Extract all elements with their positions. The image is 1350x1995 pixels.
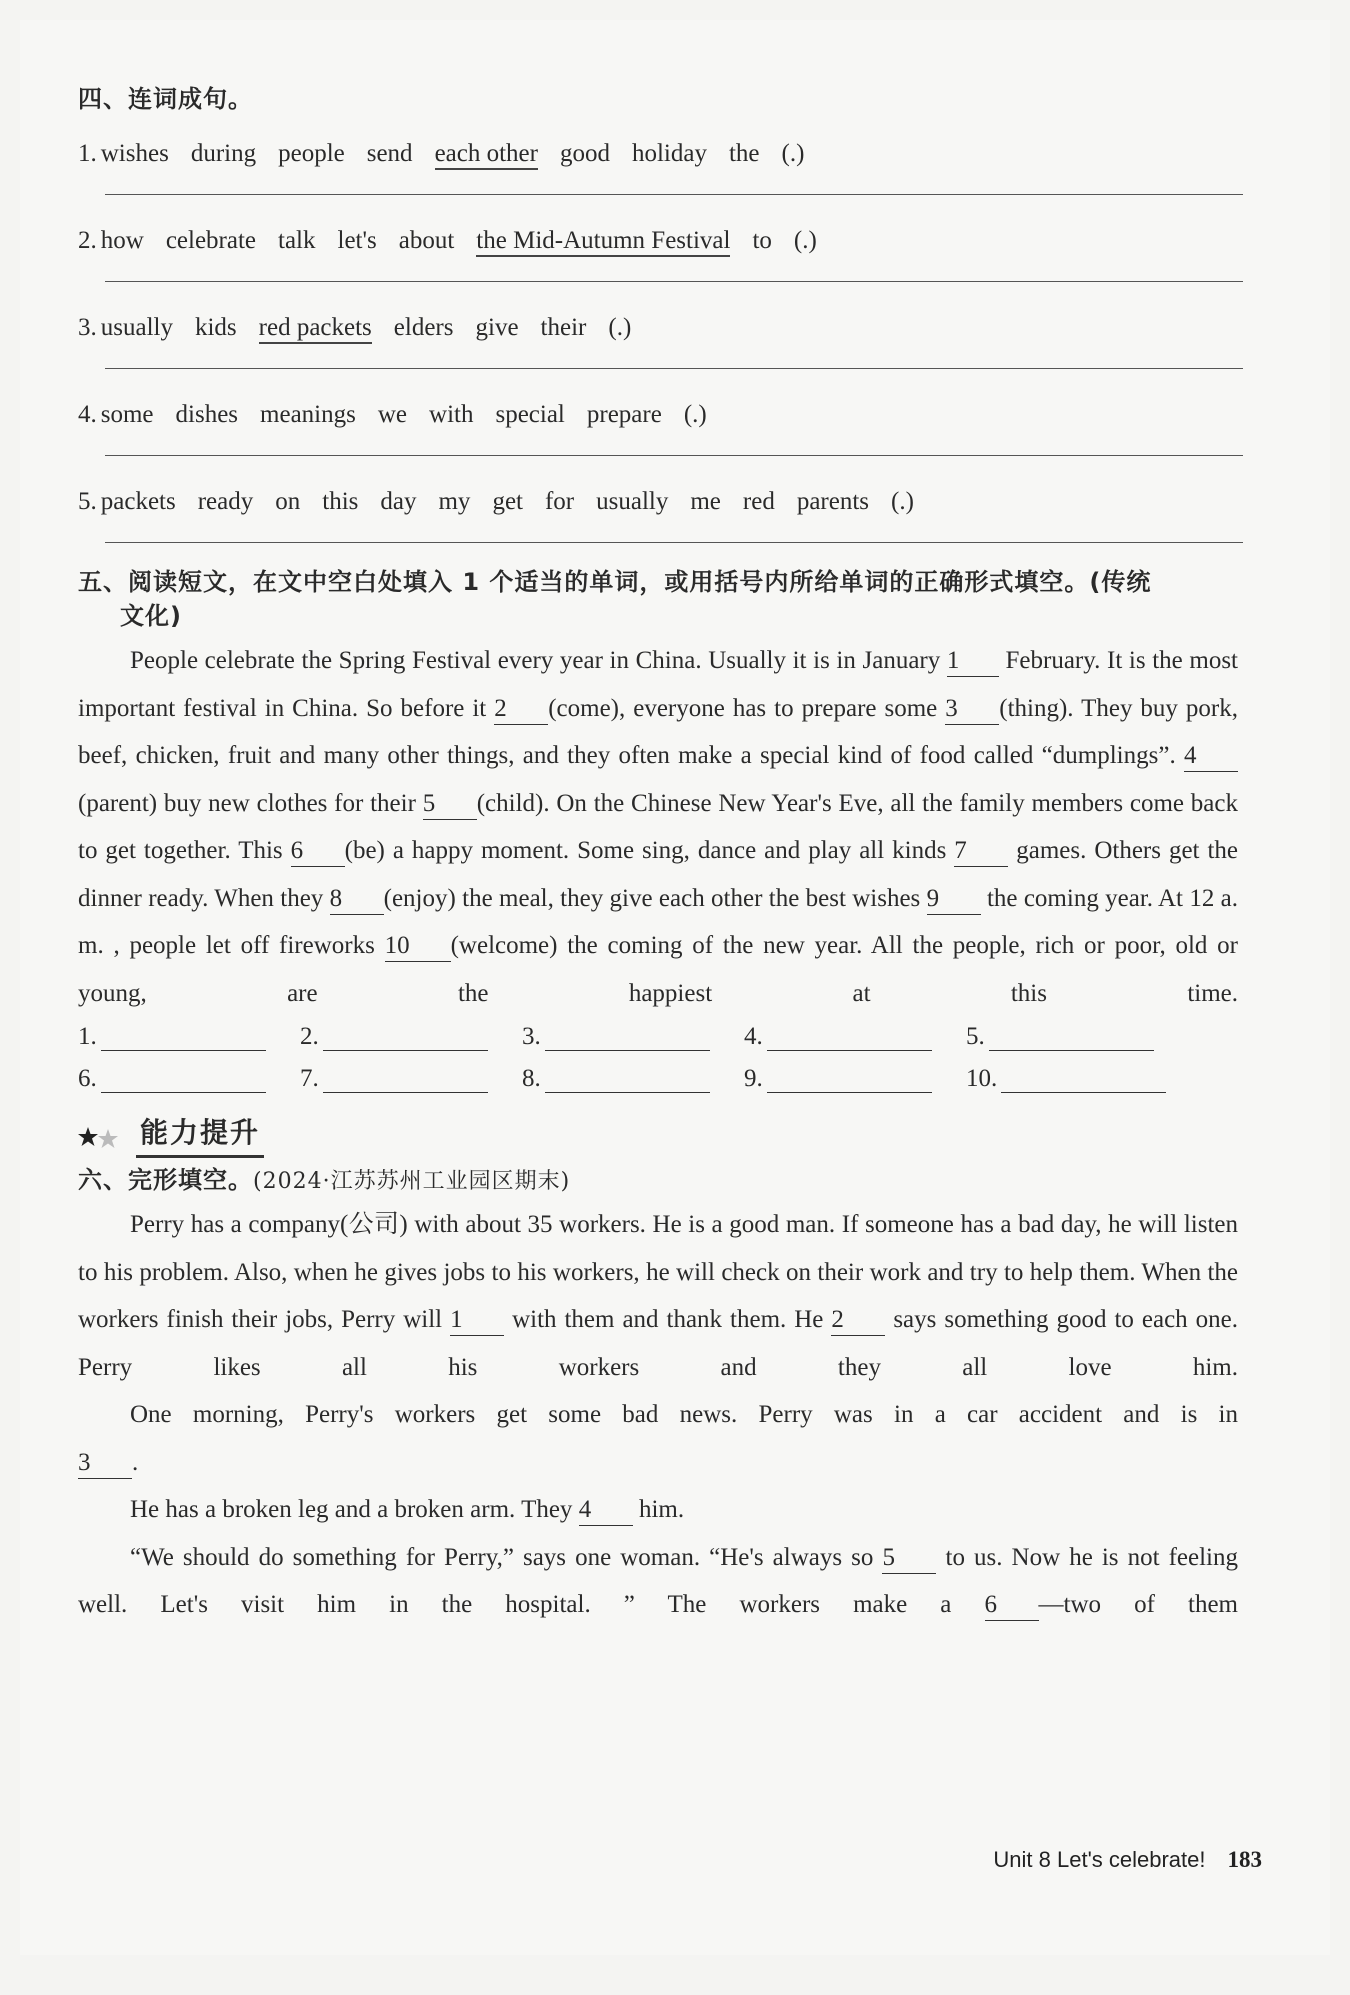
blank-5[interactable]: 5 xyxy=(423,789,477,820)
fill-number: 3. xyxy=(522,1023,541,1050)
word: wishes xyxy=(100,140,169,167)
fill-answer-line[interactable] xyxy=(101,1028,266,1051)
question-row xyxy=(78,136,1238,172)
stars-icon xyxy=(78,1125,128,1153)
word: how xyxy=(100,227,144,254)
workbook-page xyxy=(20,20,1330,1955)
passage-text: says something good to each one. Perry likes all his workers and they all love him. xyxy=(78,1306,1238,1381)
fill-number: 10. xyxy=(966,1065,998,1092)
passage-text: People celebrate the Spring Festival every year in China. Usually it is in January xyxy=(130,647,947,674)
fill-number: 2. xyxy=(300,1023,319,1050)
passage-text: —two of them xyxy=(1038,1591,1238,1618)
passage-text: He has a broken leg and a broken arm. They xyxy=(130,1496,579,1523)
cloze-blank-2[interactable]: 2 xyxy=(831,1305,885,1336)
word: prepare xyxy=(586,401,662,428)
blank-8[interactable]: 8 xyxy=(330,884,384,915)
word: my xyxy=(438,488,471,515)
answer-line[interactable] xyxy=(105,455,1243,456)
word: (.) xyxy=(793,227,817,254)
fill-item xyxy=(966,1023,1188,1051)
fill-answer-line[interactable] xyxy=(545,1070,710,1093)
cloze-blank-3[interactable]: 3 xyxy=(78,1448,132,1479)
passage-text: (welcome) the coming of the new year. All the people, rich or poor, old or young, are the happiest at this time. xyxy=(78,932,1238,1007)
page-number: 183 xyxy=(1227,1847,1262,1872)
passage-text: “We should do something for Perry,” says one woman. “He's always so xyxy=(130,1543,883,1571)
passage-text: him. xyxy=(632,1496,685,1523)
passage-text: the coming year. At 12 a. m. , people let off fireworks xyxy=(78,884,1238,959)
fill-number: 7. xyxy=(300,1065,319,1092)
fill-answer-line[interactable] xyxy=(545,1028,710,1051)
passage-text: (thing). They buy pork, beef, chicken, fruit and many other things, and they often make a special kind of food called “dumplings”. xyxy=(78,694,1238,769)
fill-item xyxy=(78,1023,300,1051)
question-row xyxy=(78,484,1238,520)
fill-number: 6. xyxy=(78,1065,97,1092)
word: ready xyxy=(197,488,254,515)
word: some xyxy=(100,401,154,428)
passage-text: February. It is the most important festival in China. So before it xyxy=(78,647,1238,722)
blank-10[interactable]: 10 xyxy=(385,931,451,962)
word: on xyxy=(275,488,301,515)
word: this xyxy=(322,488,359,515)
word: (.) xyxy=(781,140,805,167)
section6-source: (2024·江苏苏州工业园区期末) xyxy=(253,1169,571,1194)
question-list xyxy=(78,136,1238,543)
word: we xyxy=(377,401,408,428)
cloze-blank-6[interactable]: 6 xyxy=(985,1590,1039,1621)
passage-text: Perry has a company(公司) with about 35 workers. He is a good man. If someone has a bad day, he will listen to his problem. Also, when he gives jobs to his workers, he will check on their work and try to help them. When the workers finish their jobs, Perry will xyxy=(78,1211,1238,1333)
word: talk xyxy=(278,227,316,254)
fill-number: 4. xyxy=(744,1023,763,1050)
fill-item xyxy=(744,1023,966,1051)
unit-label: Unit 8 Let's celebrate! xyxy=(993,1847,1206,1872)
underlined-phrase: each other xyxy=(435,140,538,170)
question-row xyxy=(78,310,1238,346)
word: good xyxy=(559,140,610,167)
word: 5. xyxy=(78,488,97,515)
passage-text: . xyxy=(132,1448,139,1476)
word: parents xyxy=(796,488,870,515)
passage-text: (come), everyone has to prepare some xyxy=(548,694,946,722)
fill-item xyxy=(744,1065,966,1093)
fill-answer-line[interactable] xyxy=(323,1028,488,1051)
word: (.) xyxy=(683,401,707,428)
word: their xyxy=(540,314,587,341)
section6-p4 xyxy=(78,1534,1238,1629)
word: with xyxy=(429,401,474,428)
word: usually xyxy=(596,488,669,515)
passage-text: One morning, Perry's workers get some bad news. Perry was in a car accident and is in xyxy=(130,1401,1238,1428)
section5-passage xyxy=(78,637,1238,1017)
word: let's xyxy=(337,227,377,254)
ability-banner xyxy=(78,1111,1238,1155)
word: packets xyxy=(100,488,176,515)
fill-number: 5. xyxy=(966,1023,985,1050)
page-footer xyxy=(993,1847,1262,1873)
fill-item xyxy=(522,1065,744,1093)
word: me xyxy=(690,488,721,515)
blank-2[interactable]: 2 xyxy=(494,694,548,725)
word: meanings xyxy=(260,401,356,428)
section6-p1 xyxy=(78,1201,1238,1391)
fill-answer-line[interactable] xyxy=(989,1028,1154,1051)
fill-number: 8. xyxy=(522,1065,541,1092)
fill-item xyxy=(300,1065,522,1093)
cloze-blank-1[interactable]: 1 xyxy=(450,1305,504,1336)
banner-title: 能力提升 xyxy=(136,1111,264,1158)
word: celebrate xyxy=(165,227,257,254)
word: 3. xyxy=(78,314,97,341)
cloze-blank-5[interactable]: 5 xyxy=(882,1543,936,1574)
word: elders xyxy=(393,314,454,341)
word: day xyxy=(380,488,417,515)
passage-text: to us. Now he is not feeling well. Let's visit him in the hospital. ” The workers make a xyxy=(78,1543,1238,1618)
fill-number: 9. xyxy=(744,1065,763,1092)
answer-line[interactable] xyxy=(105,368,1243,369)
word: give xyxy=(475,314,519,341)
passage-text: (be) a happy moment. Some sing, dance and play all kinds xyxy=(344,837,955,864)
blank-1[interactable]: 1 xyxy=(947,646,999,677)
word: holiday xyxy=(631,140,707,167)
underlined-phrase: red packets xyxy=(259,314,372,344)
fill-answer-line[interactable] xyxy=(767,1028,932,1051)
passage-text: (child). On the Chinese New Year's Eve, all the family members come back to get together. This xyxy=(78,789,1238,864)
word: about xyxy=(398,227,455,254)
passage-text: with them and thank them. He xyxy=(504,1306,832,1333)
fill-answer-line[interactable] xyxy=(323,1070,488,1093)
fill-answer-line[interactable] xyxy=(101,1070,266,1093)
fill-item xyxy=(78,1065,300,1093)
question-row xyxy=(78,223,1238,259)
word: send xyxy=(366,140,413,167)
passage-text: (enjoy) the meal, they give each other the best wishes xyxy=(383,884,927,912)
section6-p2 xyxy=(78,1391,1238,1439)
blank-6[interactable]: 6 xyxy=(291,836,345,867)
section6-title-text: 六、完形填空。 xyxy=(78,1166,253,1194)
word: red xyxy=(742,488,775,515)
blank-9[interactable]: 9 xyxy=(927,884,981,915)
word: 2. xyxy=(78,227,97,254)
fill-item xyxy=(300,1023,522,1051)
word: usually xyxy=(100,314,173,341)
question-row xyxy=(78,397,1238,433)
answer-line[interactable] xyxy=(105,542,1243,543)
word: to xyxy=(752,227,772,254)
fill-item xyxy=(522,1023,744,1051)
word: (.) xyxy=(608,314,632,341)
word: 4. xyxy=(78,401,97,428)
fill-item xyxy=(966,1065,1188,1093)
word: dishes xyxy=(175,401,239,428)
passage-text: games. Others get the dinner ready. When they xyxy=(78,837,1238,912)
section6-p3 xyxy=(78,1486,1238,1534)
word: for xyxy=(544,488,575,515)
word: get xyxy=(492,488,523,515)
answer-line[interactable] xyxy=(105,194,1243,195)
passage-text: (parent) buy new clothes for their xyxy=(78,789,423,817)
word: people xyxy=(278,140,345,167)
word: 1. xyxy=(78,140,97,167)
section6 xyxy=(78,1163,1238,1629)
section4-title: 四、连词成句。 xyxy=(78,85,253,113)
word: during xyxy=(190,140,257,167)
fill-answer-line[interactable] xyxy=(767,1070,932,1093)
word: kids xyxy=(194,314,237,341)
answer-fill-grid xyxy=(78,1023,1238,1093)
section5-title: 五、阅读短文，在文中空白处填入 1 个适当的单词，或用括号内所给单词的正确形式填空。(传统 xyxy=(78,568,1152,596)
blank-7[interactable]: 7 xyxy=(954,836,1008,867)
cloze-blank-4[interactable]: 4 xyxy=(579,1495,633,1526)
underlined-phrase: the Mid-Autumn Festival xyxy=(476,227,730,257)
blank-4[interactable]: 4 xyxy=(1184,741,1238,772)
word: the xyxy=(728,140,760,167)
fill-answer-line[interactable] xyxy=(1001,1070,1166,1093)
section5 xyxy=(78,565,1238,1093)
section6-title xyxy=(78,1163,1238,1199)
answer-line[interactable] xyxy=(105,281,1243,282)
word: (.) xyxy=(891,488,914,515)
page-content xyxy=(78,82,1238,1629)
section5-title-cont: 文化) xyxy=(120,602,182,630)
fill-number: 1. xyxy=(78,1023,97,1050)
word: special xyxy=(495,401,565,428)
blank-3[interactable]: 3 xyxy=(945,694,999,725)
section6-p2-end xyxy=(78,1439,1238,1487)
